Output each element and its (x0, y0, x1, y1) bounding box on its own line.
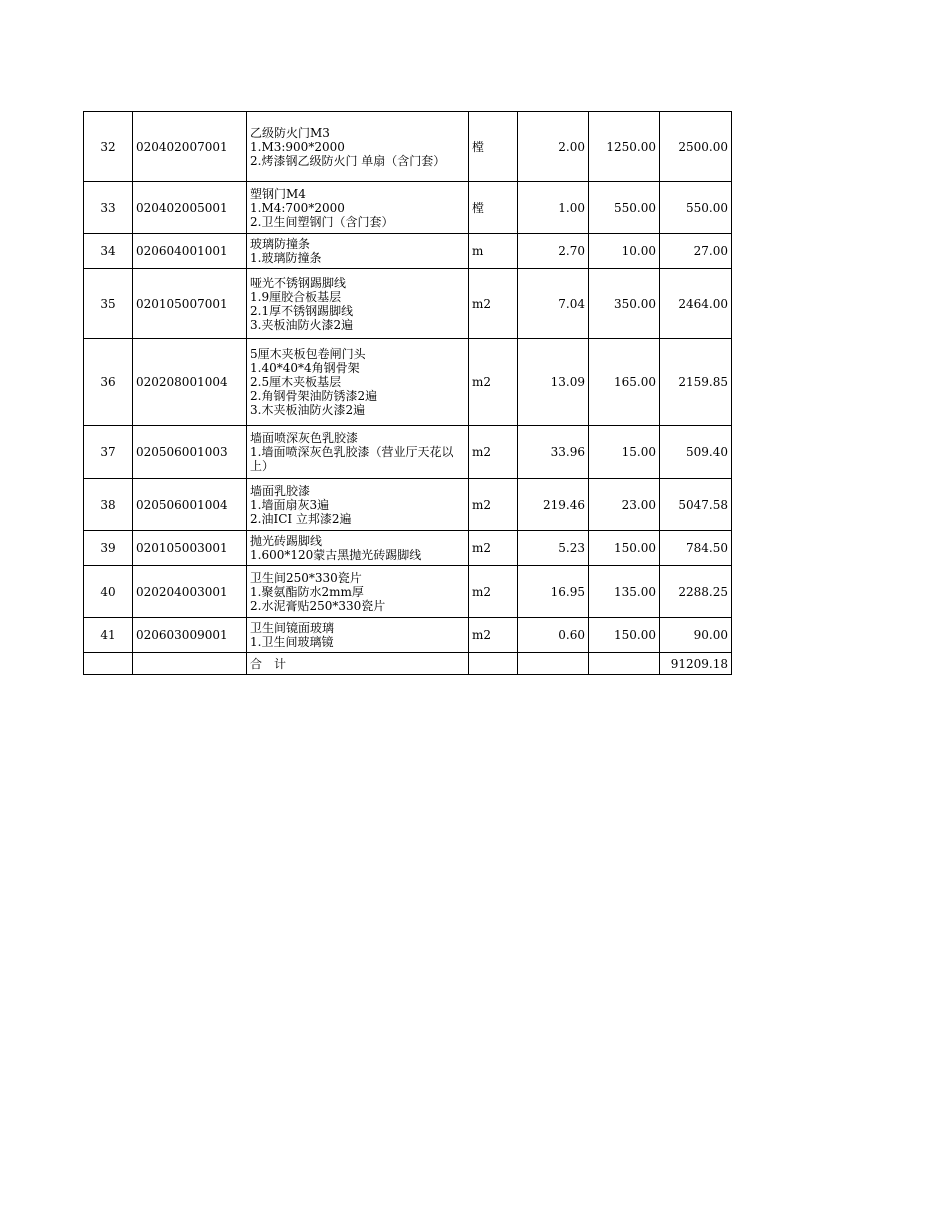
item-unit: m2 (469, 566, 518, 618)
item-number: 36 (84, 339, 133, 426)
table-row (84, 339, 732, 426)
item-quantity: 5.23 (518, 531, 589, 566)
table-row (84, 566, 732, 618)
item-unit: m2 (469, 426, 518, 479)
item-unit-price: 150.00 (589, 618, 660, 653)
summary-row (84, 653, 732, 675)
item-total: 27.00 (660, 234, 732, 269)
empty-cell (84, 653, 133, 675)
description-line: 墙面喷深灰色乳胶漆 (250, 431, 359, 445)
item-code: 020604001001 (133, 234, 247, 269)
item-total: 2288.25 (660, 566, 732, 618)
description-line: 1.卫生间玻璃镜 (250, 635, 334, 649)
item-code: 020204003001 (133, 566, 247, 618)
description-line: 1.40*40*4角钢骨架 (250, 361, 360, 375)
table-row (84, 234, 732, 269)
item-unit: m2 (469, 269, 518, 339)
item-unit-price: 550.00 (589, 182, 660, 234)
table-row (84, 426, 732, 479)
item-number: 41 (84, 618, 133, 653)
item-code: 020208001004 (133, 339, 247, 426)
item-quantity: 0.60 (518, 618, 589, 653)
item-unit-price: 135.00 (589, 566, 660, 618)
item-unit-price: 1250.00 (589, 112, 660, 182)
item-description (247, 112, 469, 182)
table-row (84, 182, 732, 234)
description-line: 墙面乳胶漆 (250, 483, 311, 498)
summary-label: 合 计 (247, 653, 469, 675)
item-total: 784.50 (660, 531, 732, 566)
description-line: 5厘木夹板包卷闸门头 (250, 347, 366, 361)
item-number: 39 (84, 531, 133, 566)
item-quantity: 2.70 (518, 234, 589, 269)
item-code: 020105007001 (133, 269, 247, 339)
empty-cell (133, 653, 247, 675)
item-code: 020506001004 (133, 479, 247, 531)
item-number: 40 (84, 566, 133, 618)
item-code: 020402005001 (133, 182, 247, 234)
item-unit: m2 (469, 479, 518, 531)
item-total: 550.00 (660, 182, 732, 234)
item-unit-price: 15.00 (589, 426, 660, 479)
item-quantity: 13.09 (518, 339, 589, 426)
description-line: 2.1厚不锈钢踢脚线 (250, 303, 354, 318)
description-line: 2.烤漆钢乙级防火门 单扇（含门套） (250, 153, 446, 168)
item-unit: m2 (469, 618, 518, 653)
description-line: 2.角钢骨架油防锈漆2遍 (250, 389, 378, 403)
table-row (84, 618, 732, 653)
bill-of-quantities-table (83, 111, 732, 675)
item-quantity: 7.04 (518, 269, 589, 339)
item-total: 2159.85 (660, 339, 732, 426)
grand-total: 91209.18 (660, 653, 732, 675)
item-unit-price: 23.00 (589, 479, 660, 531)
item-total: 2464.00 (660, 269, 732, 339)
description-line: 玻璃防撞条 (250, 237, 311, 251)
description-line: 1.墙面扇灰3遍 (250, 497, 330, 512)
empty-cell (589, 653, 660, 675)
description-line: 2.卫生间塑钢门（含门套） (250, 214, 394, 229)
item-code: 020506001003 (133, 426, 247, 479)
item-total: 90.00 (660, 618, 732, 653)
description-line: 乙级防火门M3 (250, 125, 330, 140)
item-unit-price: 150.00 (589, 531, 660, 566)
item-quantity: 1.00 (518, 182, 589, 234)
item-number: 37 (84, 426, 133, 479)
description-line: 1.M4:700*2000 (250, 200, 345, 215)
item-description (247, 531, 469, 566)
description-line: 1.聚氨酯防水2mm厚 (250, 584, 364, 599)
item-number: 38 (84, 479, 133, 531)
item-number: 32 (84, 112, 133, 182)
item-unit: 樘 (469, 112, 518, 182)
item-unit: 樘 (469, 182, 518, 234)
table-row (84, 269, 732, 339)
description-line: 卫生间镜面玻璃 (250, 621, 335, 635)
item-total: 2500.00 (660, 112, 732, 182)
description-line: 3.木夹板油防火漆2遍 (250, 403, 366, 417)
item-unit: m2 (469, 339, 518, 426)
item-code: 020105003001 (133, 531, 247, 566)
item-number: 35 (84, 269, 133, 339)
description-line: 1.600*120蒙古黑抛光砖踢脚线 (250, 548, 422, 562)
description-line: 1.墙面喷深灰色乳胶漆（营业厅天花以上） (250, 445, 454, 473)
empty-cell (469, 653, 518, 675)
item-quantity: 33.96 (518, 426, 589, 479)
item-description (247, 479, 469, 531)
item-description (247, 618, 469, 653)
item-quantity: 2.00 (518, 112, 589, 182)
description-line: 2.油ICI 立邦漆2遍 (250, 511, 352, 526)
description-line: 卫生间250*330瓷片 (250, 570, 362, 585)
item-unit-price: 350.00 (589, 269, 660, 339)
item-description (247, 426, 469, 479)
item-description (247, 182, 469, 234)
table-body (84, 112, 732, 675)
item-unit-price: 10.00 (589, 234, 660, 269)
description-line: 1.玻璃防撞条 (250, 251, 322, 265)
item-unit: m (469, 234, 518, 269)
item-description (247, 234, 469, 269)
description-line: 2.5厘木夹板基层 (250, 375, 342, 389)
description-line: 塑钢门M4 (250, 186, 306, 201)
item-total: 509.40 (660, 426, 732, 479)
table-row (84, 112, 732, 182)
table-row (84, 479, 732, 531)
item-number: 33 (84, 182, 133, 234)
empty-cell (518, 653, 589, 675)
item-quantity: 16.95 (518, 566, 589, 618)
item-number: 34 (84, 234, 133, 269)
item-description (247, 269, 469, 339)
item-code: 020603009001 (133, 618, 247, 653)
description-line: 3.夹板油防火漆2遍 (250, 317, 354, 332)
item-code: 020402007001 (133, 112, 247, 182)
item-description (247, 566, 469, 618)
table-row (84, 531, 732, 566)
description-line: 哑光不锈钢踢脚线 (250, 275, 347, 290)
description-line: 1.9厘胶合板基层 (250, 289, 342, 304)
item-unit-price: 165.00 (589, 339, 660, 426)
item-unit: m2 (469, 531, 518, 566)
description-line: 1.M3:900*2000 (250, 139, 345, 154)
description-line: 2.水泥膏贴250*330瓷片 (250, 598, 386, 613)
description-line: 抛光砖踢脚线 (250, 534, 323, 548)
item-description (247, 339, 469, 426)
item-quantity: 219.46 (518, 479, 589, 531)
item-total: 5047.58 (660, 479, 732, 531)
